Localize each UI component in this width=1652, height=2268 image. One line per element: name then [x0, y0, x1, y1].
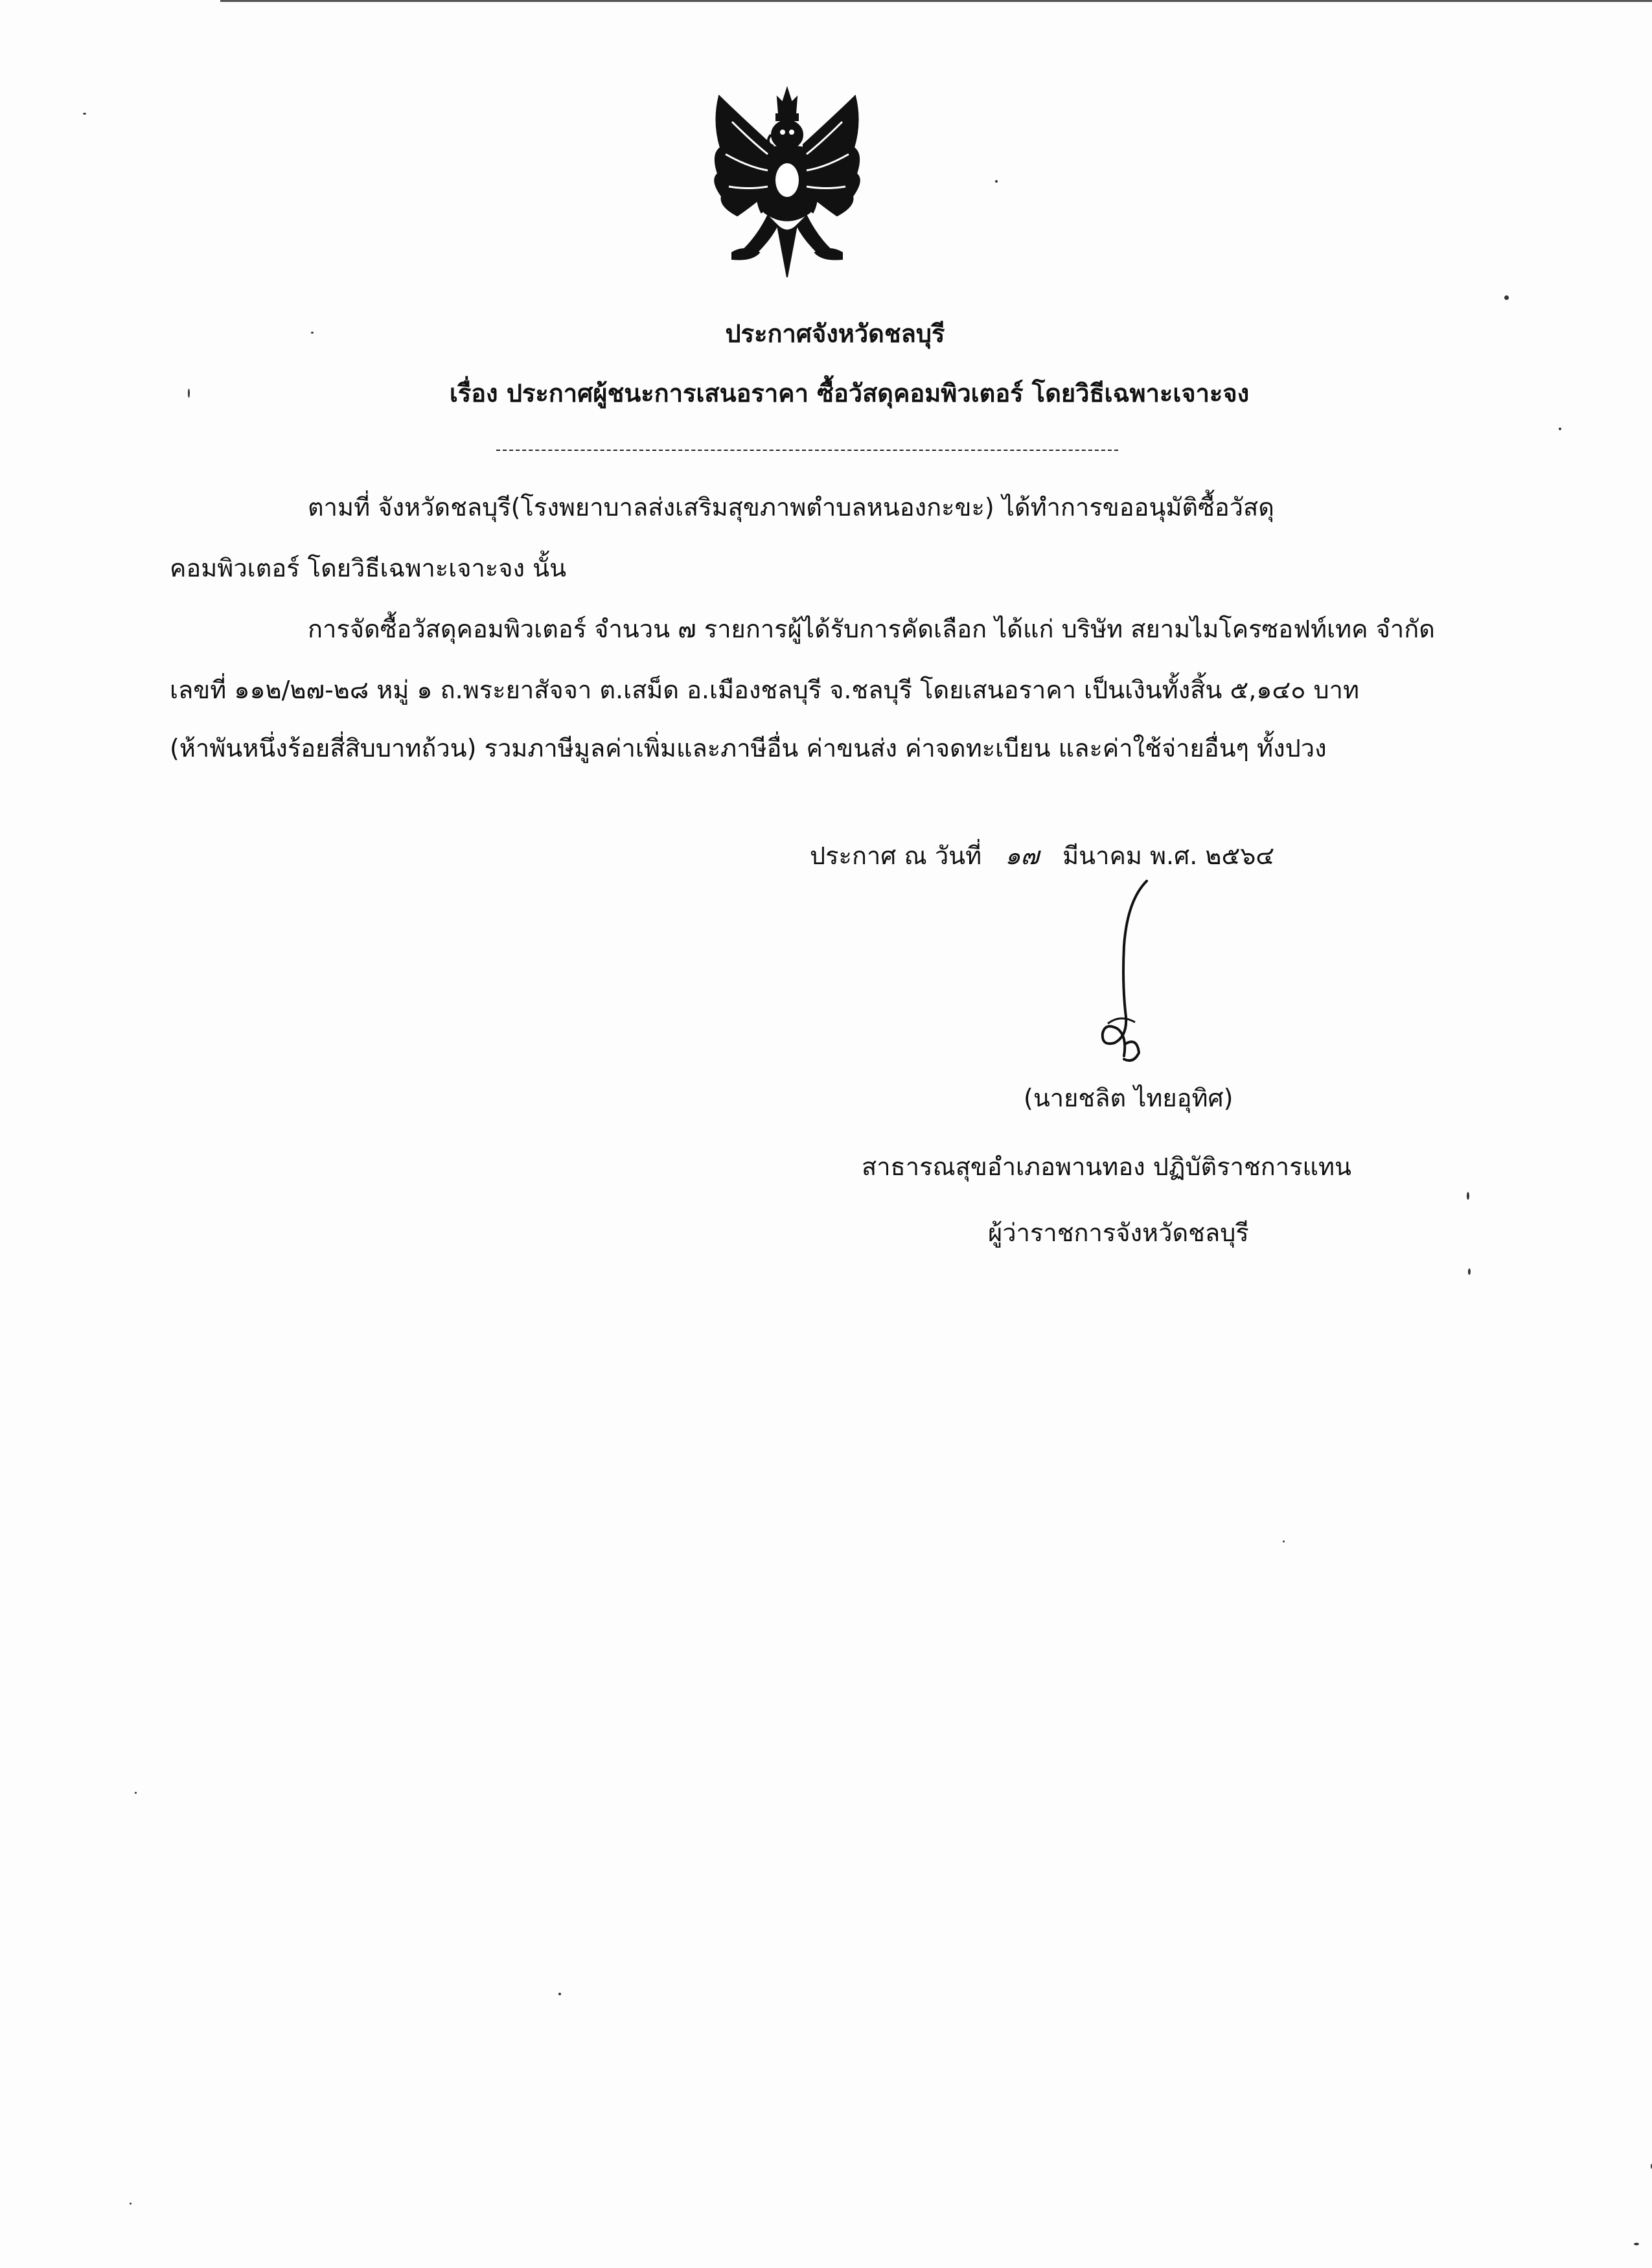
scan-speck [1468, 1268, 1471, 1275]
scan-speck [83, 113, 86, 115]
date-month-year: มีนาคม พ.ศ. ๒๕๖๔ [1062, 842, 1275, 870]
signatory-position-1: สาธารณสุขอำเภอพานทอง ปฏิบัติราชการแทน [862, 1152, 1352, 1181]
date-day: ๑๗ [1005, 842, 1039, 870]
body-line-5: (ห้าพันหนึ่งร้อยสี่สิบบาทถ้วน) รวมภาษีมูลค่าเพิ่มและภาษีอื่น ค่าขนส่ง ค่าจดทะเบียน และค่าใช้จ่ายอื่นๆ ทั้งปวง [170, 734, 1327, 762]
body-line-4: เลขที่ ๑๑๒/๒๗-๒๘ หมู่ ๑ ถ.พระยาสัจจา ต.เสม็ด อ.เมืองชลบุรี จ.ชลบุรี โดยเสนอราคา เป็นเงินทั้งสิ้น ๕,๑๔๐ บาท [170, 676, 1359, 704]
date-prefix: ประกาศ ณ วันที่ [810, 842, 982, 870]
scan-speck [995, 180, 998, 183]
scan-speck [1283, 1541, 1285, 1542]
body-line-1: ตามที่ จังหวัดชลบุรี(โรงพยาบาลส่งเสริมสุขภาพตำบลหนองกะขะ) ได้ทำการขออนุมัติซื้อวัสดุ [308, 493, 1274, 521]
body-line-2: คอมพิวเตอร์ โดยวิธีเฉพาะเจาะจง นั้น [170, 554, 567, 582]
scan-speck [135, 1792, 137, 1794]
scan-speck [1559, 428, 1561, 430]
garuda-emblem-icon [706, 83, 868, 290]
signatory-name: (นายชลิต ไทยอุทิศ) [1024, 1084, 1233, 1112]
scan-edge [220, 0, 1652, 2]
scan-speck [558, 1993, 561, 1995]
document-subject: เรื่อง ประกาศผู้ชนะการเสนอราคา ซื้อวัสดุคอมพิวเตอร์ โดยวิธีเฉพาะเจาะจง [449, 379, 1250, 407]
scan-speck [130, 2203, 132, 2205]
document-title: ประกาศจังหวัดชลบุรี [725, 319, 945, 348]
separator-line [496, 450, 1118, 451]
signature-icon [1062, 875, 1179, 1069]
scan-speck [1634, 2243, 1639, 2245]
body-line-3: การจัดซื้อวัสดุคอมพิวเตอร์ จำนวน ๗ รายการผู้ได้รับการคัดเลือก ได้แก่ บริษัท สยามไมโครซอฟท์เทค จำกัด [308, 615, 1435, 643]
announcement-date [810, 836, 1274, 875]
scan-speck [1467, 1192, 1469, 1200]
scan-speck [1504, 295, 1509, 300]
scan-speck [311, 332, 314, 334]
signatory-position-2: ผู้ว่าราชการจังหวัดชลบุรี [988, 1219, 1249, 1247]
scan-speck [188, 389, 190, 398]
